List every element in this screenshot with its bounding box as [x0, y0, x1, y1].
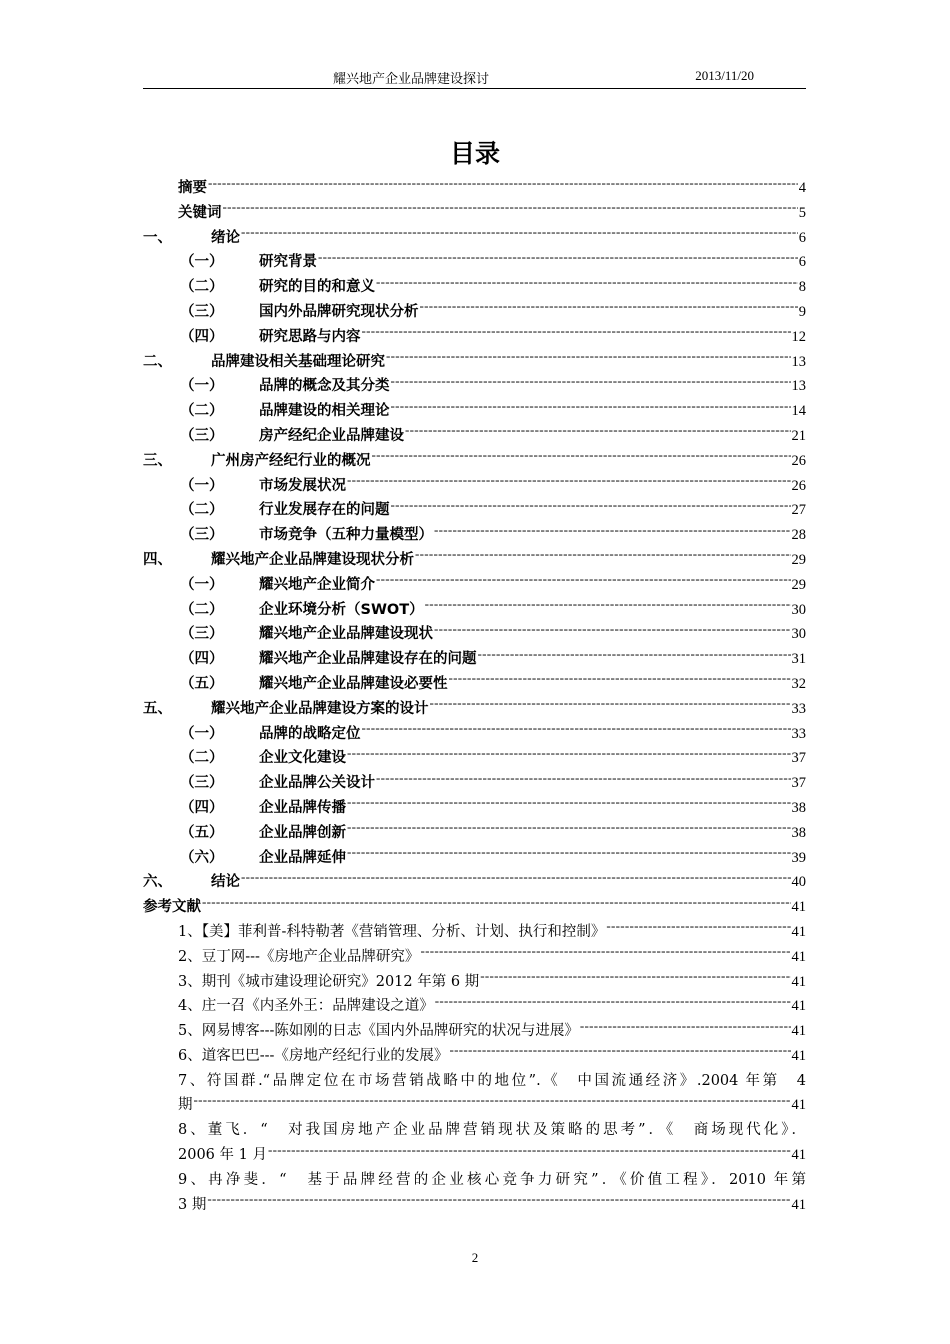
subsection-number: （二） [180, 403, 224, 420]
toc-page-number: 12 [791, 328, 806, 345]
dot-leader [420, 946, 790, 961]
subsection-title: 研究思路与内容 [259, 328, 361, 345]
reference-entry-line2[interactable] [143, 1193, 806, 1218]
toc-entry-abstract[interactable] [143, 176, 806, 201]
subsection-number: （一） [180, 254, 224, 271]
subsection-title: 研究背景 [259, 254, 317, 271]
subsection-title: 研究的目的和意义 [259, 279, 375, 296]
dot-leader [268, 1145, 791, 1160]
toc-subsection[interactable] [143, 573, 806, 598]
subsection-number: （四） [180, 799, 224, 816]
toc-subsection[interactable] [143, 424, 806, 449]
toc-page-number: 41 [791, 948, 806, 965]
toc-page-number: 39 [791, 849, 806, 866]
page-header [143, 66, 806, 89]
toc-page-number: 8 [798, 279, 806, 296]
dot-leader [362, 723, 791, 738]
section-title: 耀兴地产企业品牌建设现状分析 [211, 551, 414, 568]
toc-entry-label: 摘要 [178, 180, 207, 196]
toc-section-s3[interactable] [143, 449, 806, 474]
dot-leader [435, 996, 791, 1011]
dot-leader [430, 698, 791, 713]
toc-subsection[interactable] [143, 622, 806, 647]
header-date: 2013/11/20 [695, 68, 754, 83]
dot-leader [480, 971, 790, 986]
subsection-number: （三） [180, 626, 224, 643]
page-number: 2 [471, 1250, 479, 1265]
subsection-title: 耀兴地产企业简介 [259, 576, 375, 593]
subsection-number: （五） [180, 824, 224, 841]
toc-subsection[interactable] [143, 821, 806, 846]
reference-entry[interactable] [143, 920, 806, 945]
toc-section-s6[interactable] [143, 870, 806, 895]
section-number: 三、 [143, 452, 172, 469]
reference-entry-line1[interactable]: 8、董飞．“ 对我国房地产企业品牌营销现状及策略的思考”．《 商场现代化》． [178, 1122, 806, 1139]
toc-subsection[interactable] [143, 474, 806, 499]
toc-page-number: 29 [791, 576, 806, 593]
toc-page-number: 9 [798, 303, 806, 320]
reference-entry-line1[interactable]: 9、冉净斐．“ 基于品牌经营的企业核心竞争力研究”．《价值工程》．2010 年第 [178, 1171, 806, 1188]
subsection-title: 市场竞争（五种力量模型） [259, 527, 433, 544]
reference-text: 1、【美】菲利普-科特勒著《营销管理、分析、计划、执行和控制》 [178, 923, 606, 940]
subsection-number: （一） [180, 725, 224, 742]
toc-page-number: 6 [798, 254, 806, 271]
subsection-title: 市场发展状况 [259, 477, 346, 494]
toc-subsection[interactable] [143, 275, 806, 300]
dot-leader [208, 178, 798, 193]
dot-leader [580, 1021, 791, 1036]
toc-page-number: 27 [791, 502, 806, 519]
toc-section-s1[interactable] [143, 226, 806, 251]
toc-subsection[interactable] [143, 598, 806, 623]
section-title: 绪论 [211, 229, 240, 246]
toc-subsection[interactable] [143, 374, 806, 399]
reference-text: 3 期 [178, 1196, 207, 1213]
reference-entry-line1[interactable]: 7、符国群.“品牌定位在市场营销战略中的地位”.《 中国流通经济》.2004 年第 4 [178, 1072, 806, 1089]
subsection-number: （一） [180, 378, 224, 395]
toc-subsection[interactable] [143, 771, 806, 796]
toc-subsection[interactable] [143, 672, 806, 697]
toc-page-number: 41 [791, 973, 806, 990]
reference-text: 4、庄一召《内圣外王：品牌建设之道》 [178, 998, 434, 1015]
toc-page-number: 26 [791, 477, 806, 494]
reference-text: 期 [178, 1097, 193, 1114]
toc-page-number: 30 [791, 601, 806, 618]
dot-leader [202, 897, 791, 912]
toc-page-number: 38 [791, 824, 806, 841]
dot-leader [434, 624, 791, 639]
subsection-title: 国内外品牌研究现状分析 [259, 303, 419, 320]
toc-page-number: 21 [791, 427, 806, 444]
toc-subsection[interactable] [143, 325, 806, 350]
section-title: 耀兴地产企业品牌建设方案的设计 [211, 700, 429, 717]
reference-entry[interactable] [143, 970, 806, 995]
toc-page-number: 28 [791, 527, 806, 544]
subsection-number: （三） [180, 527, 224, 544]
subsection-number: （二） [180, 502, 224, 519]
subsection-title: 耀兴地产企业品牌建设必要性 [259, 675, 448, 692]
dot-leader [372, 450, 791, 465]
reference-entry[interactable] [143, 994, 806, 1019]
dot-leader [376, 773, 791, 788]
reference-text: 6、道客巴巴---《房地产经纪行业的发展》 [178, 1047, 449, 1064]
dot-leader [425, 599, 791, 614]
toc-page-number: 31 [791, 651, 806, 668]
subsection-title: 企业环境分析（SWOT） [259, 601, 424, 618]
subsection-title: 房产经纪企业品牌建设 [259, 427, 404, 444]
toc-subsection[interactable] [143, 647, 806, 672]
reference-text: 2006 年 1 月 [178, 1147, 267, 1164]
toc-subsection[interactable] [143, 250, 806, 275]
toc-section-s5[interactable] [143, 697, 806, 722]
subsection-number: （四） [180, 328, 224, 345]
dot-leader [376, 277, 798, 292]
dot-leader [391, 401, 791, 416]
subsection-number: （五） [180, 675, 224, 692]
toc-page-number: 33 [791, 700, 806, 717]
toc-page-number: 40 [791, 874, 806, 891]
subsection-number: （一） [180, 477, 224, 494]
subsection-number: （三） [180, 427, 224, 444]
dot-leader [449, 673, 791, 688]
toc-section-s2[interactable] [143, 350, 806, 375]
dot-leader [241, 227, 798, 242]
section-number: 六、 [143, 874, 172, 891]
dot-leader [449, 1045, 790, 1060]
toc-page-number: 41 [791, 1097, 806, 1114]
toc-page-number: 41 [791, 1147, 806, 1164]
toc-page-number: 13 [791, 378, 806, 395]
subsection-title: 耀兴地产企业品牌建设现状 [259, 626, 433, 643]
toc-entry-label: 关键词 [178, 204, 222, 221]
subsection-title: 企业品牌创新 [259, 824, 346, 841]
subsection-title: 耀兴地产企业品牌建设存在的问题 [259, 651, 477, 668]
reference-entry[interactable] [143, 1044, 806, 1069]
subsection-number: （二） [180, 279, 224, 296]
toc-page-number: 4 [798, 180, 806, 196]
subsection-number: （一） [180, 576, 224, 593]
toc-page-number: 5 [798, 204, 806, 221]
toc-subsection[interactable] [143, 399, 806, 424]
toc-page-number: 38 [791, 799, 806, 816]
subsection-number: （二） [180, 750, 224, 767]
toc-page-number: 33 [791, 725, 806, 742]
toc-page-number: 26 [791, 452, 806, 469]
toc-page-number: 41 [791, 1047, 806, 1064]
toc-page-number: 37 [791, 750, 806, 767]
toc-subsection[interactable] [143, 846, 806, 871]
dot-leader [420, 301, 798, 316]
toc-page-number: 41 [791, 998, 806, 1015]
reference-entry-line2[interactable] [143, 1093, 806, 1118]
dot-leader [391, 376, 791, 391]
toc-section-s4[interactable] [143, 548, 806, 573]
subsection-title: 企业品牌公关设计 [259, 775, 375, 792]
dot-leader [434, 525, 791, 540]
dot-leader [376, 574, 791, 589]
toc-entry-keywords[interactable] [143, 201, 806, 226]
section-title: 广州房产经纪行业的概况 [211, 452, 371, 469]
dot-leader [223, 202, 798, 217]
toc-subsection[interactable] [143, 746, 806, 771]
dot-leader [347, 797, 791, 812]
dot-leader [347, 847, 791, 862]
section-number: 二、 [143, 353, 172, 370]
header-title: 耀兴地产企业品牌建设探讨 [333, 72, 490, 87]
toc-page-number: 32 [791, 675, 806, 692]
toc-page-number: 41 [791, 899, 806, 916]
dot-leader [347, 748, 791, 763]
subsection-number: （四） [180, 651, 224, 668]
reference-text: 2、豆丁网---《房地产企业品牌研究》 [178, 948, 420, 965]
toc-subsection[interactable] [143, 796, 806, 821]
dot-leader [606, 921, 790, 936]
subsection-number: （二） [180, 601, 224, 618]
toc-page-number: 41 [791, 923, 806, 940]
subsection-title: 品牌的概念及其分类 [259, 378, 390, 395]
dot-leader [318, 252, 798, 267]
dot-leader [347, 475, 791, 490]
dot-leader [478, 649, 791, 664]
toc-page-number: 41 [791, 1196, 806, 1213]
toc-subsection[interactable] [143, 300, 806, 325]
toc-entry-label: 参考文献 [143, 899, 201, 916]
toc-page-number: 30 [791, 626, 806, 643]
toc-entry-references[interactable] [143, 895, 806, 920]
dot-leader [347, 822, 791, 837]
toc-title: 目录 [449, 139, 500, 168]
subsection-number: （六） [180, 849, 224, 866]
dot-leader [405, 425, 791, 440]
toc-page-number: 14 [791, 403, 806, 420]
section-number: 五、 [143, 700, 172, 717]
dot-leader [194, 1095, 791, 1110]
subsection-title: 品牌建设的相关理论 [259, 403, 390, 420]
subsection-number: （三） [180, 303, 224, 320]
reference-text: 3、期刊《城市建设理论研究》2012 年第 6 期 [178, 973, 480, 990]
toc-page-number: 13 [791, 353, 806, 370]
subsection-title: 企业品牌延伸 [259, 849, 346, 866]
dot-leader [241, 872, 791, 887]
subsection-number: （三） [180, 775, 224, 792]
reference-text: 5、网易博客---陈如刚的日志《国内外品牌研究的状况与进展》 [178, 1023, 579, 1040]
section-number: 四、 [143, 551, 172, 568]
toc-page-number: 37 [791, 775, 806, 792]
subsection-title: 品牌的战略定位 [259, 725, 361, 742]
reference-entry[interactable] [143, 945, 806, 970]
dot-leader [207, 1194, 790, 1209]
table-of-contents [143, 176, 806, 1217]
subsection-title: 企业文化建设 [259, 750, 346, 767]
dot-leader [415, 549, 791, 564]
toc-subsection[interactable] [143, 722, 806, 747]
dot-leader [391, 500, 791, 515]
subsection-title: 行业发展存在的问题 [259, 502, 390, 519]
toc-page-number: 41 [791, 1023, 806, 1040]
section-title: 品牌建设相关基础理论研究 [211, 353, 385, 370]
toc-subsection[interactable] [143, 498, 806, 523]
section-number: 一、 [143, 229, 172, 246]
reference-entry[interactable] [143, 1019, 806, 1044]
section-title: 结论 [211, 874, 240, 891]
dot-leader [386, 351, 791, 366]
toc-page-number: 6 [798, 229, 806, 246]
reference-entry-line2[interactable] [143, 1143, 806, 1168]
toc-subsection[interactable] [143, 523, 806, 548]
toc-page-number: 29 [791, 551, 806, 568]
subsection-title: 企业品牌传播 [259, 799, 346, 816]
dot-leader [362, 326, 791, 341]
